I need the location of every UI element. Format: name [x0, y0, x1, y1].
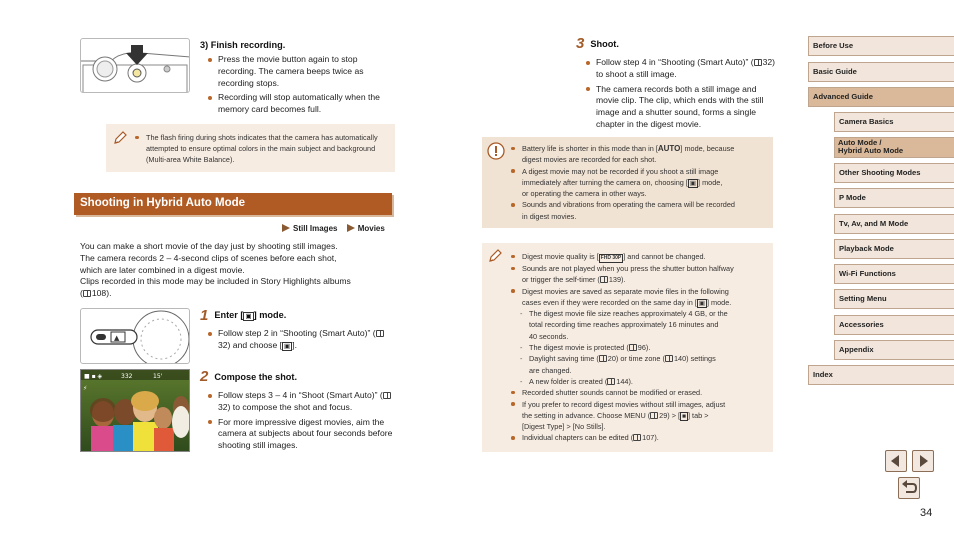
list-item: immediately after turning the camera on, choosing [ ▣ ] mode,	[522, 177, 723, 187]
nav-appendix[interactable]: Appendix	[834, 340, 954, 360]
list-item: A digest movie may not be recorded if you shoot a still image	[510, 166, 770, 177]
list-item: Follow steps 3 – 4 in “Shoot (Smart Auto)” (32) to compose the shot and focus.	[208, 390, 395, 414]
hybrid-auto-icon: ▣	[284, 342, 291, 350]
book-icon	[599, 355, 607, 362]
step-1-heading	[200, 307, 395, 324]
camera-top-illustration	[80, 38, 190, 93]
nav-tv-av-m-mode[interactable]: Tv, Av, and M Mode	[834, 214, 954, 234]
list-item: Follow step 4 in “Shooting (Smart Auto)” ( 32) to shoot a still image.	[586, 57, 776, 81]
mode-dial-graphic	[81, 309, 190, 364]
triangle-icon	[282, 224, 290, 232]
hybrid-auto-icon: ▣	[698, 299, 705, 307]
list-item: - The digest movie is protected ( 96).	[510, 342, 770, 353]
book-icon	[376, 330, 384, 337]
step-2-number: 2	[200, 368, 209, 385]
lcd-photo-illustration	[80, 369, 190, 452]
caution-icon	[487, 142, 505, 160]
note-flash-box	[106, 124, 395, 172]
hybrid-auto-icon: ▣	[689, 179, 697, 187]
svg-text:⚡: ⚡	[83, 385, 88, 392]
list-item: Recording will stop automatically when the memory card becomes full.	[208, 92, 395, 116]
nav-p-mode[interactable]: P Mode	[834, 188, 954, 208]
list-item: digest movies are recorded for each shot.	[522, 155, 657, 165]
book-icon	[629, 344, 637, 351]
pencil-icon	[112, 130, 128, 146]
list-item: or trigger the self-timer ( 139).	[522, 275, 626, 285]
list-item: are changed.	[529, 365, 572, 375]
book-icon	[600, 276, 608, 283]
arrow-right-icon	[920, 455, 928, 467]
step-finish-bullets	[200, 54, 395, 116]
mode-tags	[282, 224, 385, 233]
step-3-title: Shoot.	[590, 38, 619, 49]
caution-box	[482, 137, 773, 228]
list-item: Press the movie button again to stop recording. The camera beeps twice as recording stops.	[208, 54, 395, 89]
lcd-counter: 15'	[153, 373, 163, 380]
list-item: Digest movies are saved as separate movie files in the following	[510, 286, 770, 297]
list-item: Individual chapters can be edited ( 107).	[510, 432, 770, 443]
list-item: Follow step 2 in “Shooting (Smart Auto)” (32) and choose [ ▣ ].	[208, 328, 395, 352]
step-1	[200, 307, 395, 355]
note-digest-box	[482, 243, 773, 452]
return-icon	[899, 478, 919, 498]
nav-camera-basics[interactable]: Camera Basics	[834, 112, 954, 132]
tag-still-images: Still Images	[293, 224, 338, 233]
section-title: Shooting in Hybrid Auto Mode	[80, 197, 246, 209]
lcd-shots: 332	[121, 373, 133, 380]
list-item: Recorded shutter sounds cannot be modified or erased.	[510, 387, 770, 398]
list-item: total recording time reaches approximately 16 minutes and	[529, 320, 719, 330]
step-2-title: Compose the shot.	[214, 371, 298, 382]
nav-auto-mode-line2: Hybrid Auto Mode	[838, 146, 904, 156]
list-item: [Digest Type] > [No Stills].	[522, 422, 606, 432]
svg-text:■ ▪ ◈: ■ ▪ ◈	[84, 373, 103, 380]
triangle-icon	[347, 224, 355, 232]
step-3-heading	[576, 35, 776, 52]
list-item: the setting in advance. Choose MENU ( 29) > [ ■ ] tab >	[522, 410, 709, 420]
step-3-number: 3	[576, 35, 585, 52]
arrow-left-icon	[891, 455, 899, 467]
nav-index[interactable]: Index	[808, 365, 954, 385]
intro-line: You can make a short movie of the day just by shooting still images.	[80, 241, 338, 251]
camera-movie-button-illustration	[81, 39, 190, 93]
list-item: 40 seconds.	[529, 331, 569, 341]
step-2	[200, 368, 395, 455]
list-item: cases even if they were recorded on the same day in [ ▣ ] mode.	[522, 297, 732, 307]
return-button[interactable]	[898, 477, 920, 499]
nav-playback-mode[interactable]: Playback Mode	[834, 239, 954, 259]
list-item: Digest movie quality is [ FHD 30P ] and cannot be changed.	[510, 251, 770, 263]
nav-before-use[interactable]: Before Use	[808, 36, 954, 56]
nav-other-shooting-modes[interactable]: Other Shooting Modes	[834, 163, 954, 183]
svg-text:▲: ▲	[114, 334, 120, 342]
book-icon	[83, 290, 91, 297]
list-item: - Daylight saving time ( 20) or time zone ( 140) settings	[510, 353, 770, 364]
list-item: Sounds and vibrations from operating the camera will be recorded	[510, 199, 770, 210]
list-item: - The digest movie file size reaches approximately 4 GB, or the	[510, 308, 770, 319]
intro-paragraph	[80, 241, 400, 300]
prev-page-button[interactable]	[885, 450, 907, 472]
book-icon	[754, 59, 762, 66]
nav-auto-mode[interactable]	[834, 137, 954, 158]
list-item: in digest movies.	[522, 211, 577, 221]
step-2-heading	[200, 368, 395, 385]
book-icon	[665, 355, 673, 362]
step-3	[576, 35, 776, 134]
book-icon	[607, 378, 615, 385]
intro-line: which are later combined in a digest movie.	[80, 264, 245, 275]
movie-quality-icon: FHD 30P	[600, 255, 622, 261]
nav-accessories[interactable]: Accessories	[834, 315, 954, 335]
pencil-icon	[487, 248, 503, 264]
nav-wifi-functions[interactable]: Wi-Fi Functions	[834, 264, 954, 284]
nav-basic-guide[interactable]: Basic Guide	[808, 62, 954, 82]
section-heading	[74, 193, 392, 215]
nav-advanced-guide[interactable]: Advanced Guide	[808, 87, 954, 107]
step-1-title: Enter [ ▣ ] mode.	[214, 310, 287, 320]
family-photo-graphic	[81, 370, 190, 452]
next-page-button[interactable]	[912, 450, 934, 472]
book-icon	[633, 434, 641, 441]
intro-line: Clips recorded in this mode may be included in Story Highlights albums	[80, 276, 351, 287]
tag-movies: Movies	[357, 224, 385, 233]
step-finish-title: 3) Finish recording.	[200, 40, 286, 50]
list-item: The camera records both a still image and movie clip. The clip, which ends with the still image and a shutter sound, forms a single chapter in the digest movie.	[586, 84, 776, 131]
page-number: 34	[920, 507, 933, 519]
book-icon	[383, 392, 391, 399]
intro-line: The camera records 2 – 4-second clips of scenes before each shot,	[80, 252, 337, 263]
book-icon	[650, 412, 658, 419]
step-finish-recording	[200, 40, 395, 119]
list-item: If you prefer to record digest movies without still images, adjust	[510, 399, 770, 410]
list-item: or operating the camera in other ways.	[522, 189, 647, 199]
auto-mode-icon: AUTO	[657, 144, 681, 153]
camera-tab-icon: ■	[682, 412, 686, 420]
step-1-number: 1	[200, 307, 209, 324]
list-item: Battery life is shorter in this mode than in [AUTO] mode, because	[510, 143, 770, 154]
nav-auto-mode-line1: Auto Mode /	[838, 138, 882, 147]
mode-dial-illustration	[80, 308, 190, 364]
list-item: - A new folder is created ( 144).	[510, 376, 770, 387]
list-item: For more impressive digest movies, aim the camera at subjects about four seconds before shooting still images.	[208, 417, 395, 452]
note-flash-text: The flash firing during shots indicates that the camera has automatically attempted to ensure optimal colors in the main subject and background (Multi-area White Balance).	[134, 132, 389, 166]
hybrid-auto-icon: ▣	[245, 313, 252, 320]
list-item: Sounds are not played when you press the shutter button halfway	[510, 263, 770, 274]
nav-setting-menu[interactable]: Setting Menu	[834, 289, 954, 309]
intro-line: ( 108).	[80, 288, 112, 299]
